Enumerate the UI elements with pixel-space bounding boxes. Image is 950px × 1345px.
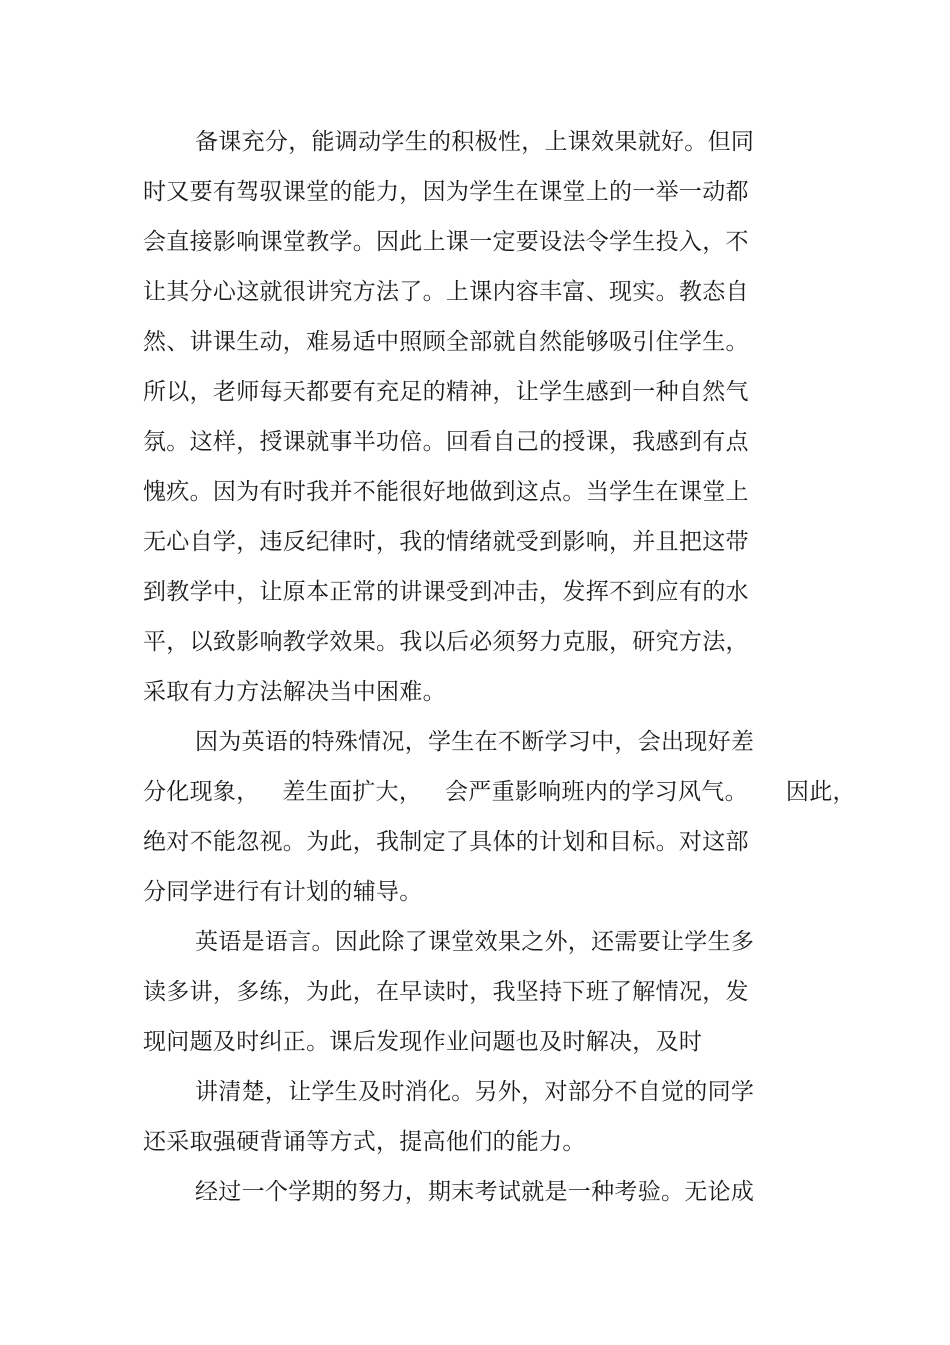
text-line: 让其分心这就很讲究方法了。上课内容丰富、现实。教态自 <box>143 279 749 305</box>
text-line: 读多讲，多练，为此，在早读时，我坚持下班了解情况，发 <box>143 979 749 1005</box>
text-line: 所以，老师每天都要有充足的精神，让学生感到一种自然气 <box>143 379 749 405</box>
text-line: 还采取强硬背诵等方式，提高他们的能力。 <box>143 1129 586 1155</box>
text-line: 讲清楚，让学生及时消化。另外，对部分不自觉的同学 <box>195 1079 755 1105</box>
text-line: 现问题及时纠正。课后发现作业问题也及时解决，及时 <box>143 1029 703 1055</box>
text-line: 因为英语的特殊情况，学生在不断学习中，会出现好差 <box>195 729 755 755</box>
text-line: 愧疚。因为有时我并不能很好地做到这点。当学生在课堂上 <box>143 479 749 505</box>
text-line: 备课充分，能调动学生的积极性，上课效果就好。但同 <box>195 129 755 155</box>
text-line: 时又要有驾驭课堂的能力，因为学生在课堂上的一举一动都 <box>143 179 749 205</box>
text-line: 绝对不能忽视。为此，我制定了具体的计划和目标。对这部 <box>143 829 749 855</box>
text-line: 英语是语言。因此除了课堂效果之外，还需要让学生多 <box>195 929 755 955</box>
text-line: 分同学进行有计划的辅导。 <box>143 879 423 905</box>
text-line: 氛。这样，授课就事半功倍。回看自己的授课，我感到有点 <box>143 429 749 455</box>
text-line: 会直接影响课堂教学。因此上课一定要设法令学生投入，不 <box>143 229 749 255</box>
text-line: 到教学中，让原本正常的讲课受到冲击，发挥不到应有的水 <box>143 579 749 605</box>
text-line: 平，以致影响教学效果。我以后必须努力克服，研究方法， <box>143 629 749 655</box>
text-line: 然、讲课生动，难易适中照顾全部就自然能够吸引住学生。 <box>143 329 749 355</box>
text-line: 采取有力方法解决当中困难。 <box>143 679 446 705</box>
text-line: 无心自学，违反纪律时，我的情绪就受到影响，并且把这带 <box>143 529 749 555</box>
text-line: 经过一个学期的努力，期末考试就是一种考验。无论成 <box>195 1179 755 1205</box>
text-line: 分化现象， 差生面扩大， 会严重影响班内的学习风气。 因此， <box>143 779 856 805</box>
